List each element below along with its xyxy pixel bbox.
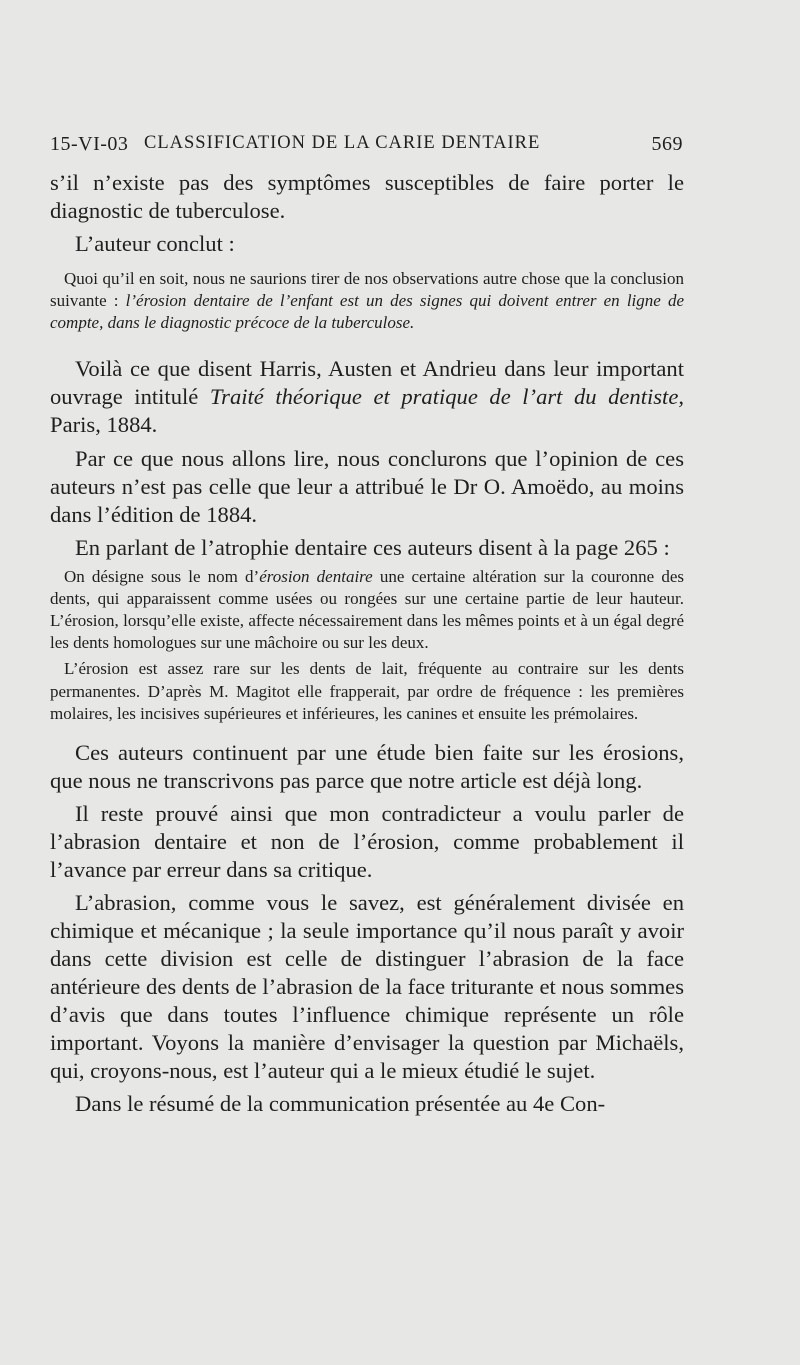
quote-erosion-frequency: L’érosion est assez rare sur les dents de lait, fréquente au contraire sur les dents permanentes. D’après M. Magitot elle frapperait, par ordre de fréquence : les premières molaires, les incisives supérieures et inférieures, les canines et ensuite les prémolaires. <box>50 659 684 723</box>
quote-erosion-a: On désigne sous le nom d’ <box>64 566 260 586</box>
quote-erosion-definition <box>50 566 684 655</box>
quote-conclusion-italic: l’érosion dentaire de l’enfant est un des signes qui doivent entrer en ligne de compte, dans le diagnostic précoce de la tuberculose. <box>50 291 684 333</box>
paragraph-conclut: L’auteur conclut : <box>75 231 235 256</box>
paragraph-contradicteur: Il reste prouvé ainsi que mon contradicteur a voulu parler de l’abrasion dentaire et non de l’érosion, comme probablement il l’avance par erreur dans sa critique. <box>50 801 684 883</box>
header-date: 15-VI-03 <box>50 133 129 155</box>
paragraph-harris <box>50 355 684 439</box>
book-title: Traité théorique et pratique de l’art du dentiste, <box>209 383 685 409</box>
paragraph-harris-a: Voilà ce que disent Harris, Austen et Andrieu dans leur important ouvrage intitulé <box>50 355 684 409</box>
header-title: CLASSIFICATION DE LA CARIE DENTAIRE <box>144 133 541 153</box>
paragraph-amoedo: Par ce que nous allons lire, nous conclurons que l’opinion de ces auteurs n’est pas celle que leur a attribué le Dr O. Amoëdo, au moins dans l’édition de 1884. <box>50 445 684 527</box>
paragraph-atrophie: En parlant de l’atrophie dentaire ces auteurs disent à la page 265 : <box>75 534 670 560</box>
body-text <box>50 169 684 1118</box>
paragraph-resume: Dans le résumé de la communication présentée au 4e Con- <box>75 1091 606 1117</box>
paragraph-continuation: s’il n’existe pas des symptômes susceptibles de faire porter le diagnostic de tuberculose. <box>50 170 684 223</box>
paragraph-harris-b: Paris, 1884. <box>50 411 158 437</box>
paragraph-abrasion: L’abrasion, comme vous le savez, est généralement divisée en chimique et mécanique ; la seule importance qu’il nous paraît y avoir dans cette division est celle de distinguer l’abrasion de la face antérieure des dents de l’abrasion de la face triturante et nous sommes d’avis que dans toutes l’influence chimique représente un rôle important. Voyons la manière d’envisager la question par Michaëls, qui, croyons-nous, est l’auteur qui a le mieux étudié le sujet. <box>50 890 684 1084</box>
paragraph-auteurs: Ces auteurs continuent par une étude bien faite sur les érosions, que nous ne transcrivons pas parce que notre article est déjà long. <box>50 740 684 794</box>
quote-conclusion <box>50 268 684 335</box>
quote-erosion-italic: érosion dentaire <box>259 566 373 586</box>
quote-erosion-b: une certaine altération sur la couronne des dents, qui apparaissent comme usées ou rongées sur une certaine partie de leur hauteur. L’érosion, lorsqu’elle existe, affecte nécessairement dans les mêmes points et à un égal degré les dents homologues sur une mâchoire ou sur les deux. <box>50 566 685 653</box>
quote-conclusion-plain: Quoi qu’il en soit, nous ne saurions tirer de nos observations autre chose que la conclusion suivante : <box>50 269 684 311</box>
running-head <box>50 133 683 165</box>
page-number: 569 <box>651 133 683 155</box>
